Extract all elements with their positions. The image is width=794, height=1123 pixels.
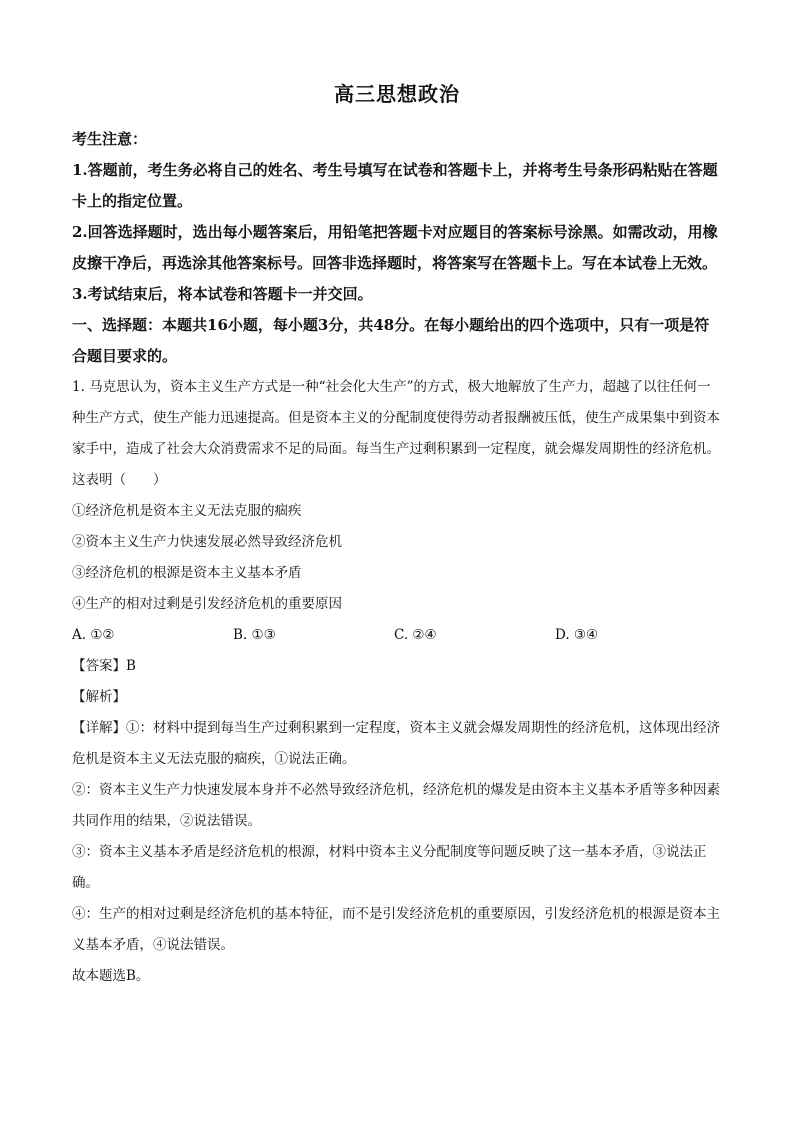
analysis-conclusion: 故本题选B。 (72, 968, 150, 984)
analysis-paragraph-2: ②：资本主义生产力快速发展本身并不必然导致经济危机，经济危机的爆发是由资本主义基本矛盾等多种因素共同作用的结果，②说法错误。 (72, 782, 720, 829)
statement-1: ①经济危机是资本主义无法克服的痼疾 (72, 503, 302, 519)
answer-value: B (126, 658, 136, 674)
option-d: D. ③④ (555, 627, 599, 643)
question-stem: 1. 马克思认为，资本主义生产方式是一种“社会化大生产”的方式，极大地解放了生产力，超越了以往任何一种生产方式，使生产能力迅速提高。但是资本主义的分配制度使得劳动者报酬被压低，使生产成果集中到资本家手中，造成了社会大众消费需求不足的局面。每当生产过剩积累到一定程度，就会爆发周期性的经济危机。这表明（ ） (72, 379, 720, 488)
notice-item-3: 3.考试结束后，将本试卷和答题卡一并交回。 (72, 285, 373, 303)
page-title: 高三思想政治 (334, 82, 460, 106)
analysis-text-1: ①：材料中提到每当生产过剩积累到一定程度，资本主义就会爆发周期性的经济危机，这体现出经济危机是资本主义无法克服的痼疾，①说法正确。 (72, 720, 720, 767)
option-a: A. ①② (72, 627, 115, 643)
statement-2: ②资本主义生产力快速发展必然导致经济危机 (72, 534, 342, 550)
option-b: B. ①③ (233, 627, 276, 643)
analysis-paragraph-4: ④：生产的相对过剩是经济危机的基本特征，而不是引发经济危机的重要原因，引发经济危机的根源是资本主义基本矛盾，④说法错误。 (72, 906, 720, 953)
answer-label: 【答案】 (72, 658, 126, 674)
analysis-paragraph-3: ③：资本主义基本矛盾是经济危机的根源，材料中资本主义分配制度等问题反映了这一基本矛盾，③说法正确。 (72, 844, 707, 891)
notice-heading: 考生注意： (72, 130, 148, 148)
detail-label: 【详解】 (72, 720, 126, 736)
answer-line (72, 651, 720, 682)
option-c: C. ②④ (394, 627, 437, 643)
answer-options (72, 620, 720, 651)
statement-4: ④生产的相对过剩是引发经济危机的重要原因 (72, 596, 342, 612)
section-heading: 一、选择题：本题共16小题，每小题3分，共48分。在每小题给出的四个选项中，只有一项是符合题目要求的。 (72, 316, 710, 365)
page-content (72, 124, 720, 992)
notice-item-2: 2.回答选择题时，选出每小题答案后，用铅笔把答题卡对应题目的答案标号涂黑。如需改动，用橡皮擦干净后，再选涂其他答案标号。回答非选择题时，将答案写在答题卡上。写在本试卷上无效。 (72, 223, 718, 272)
statement-3: ③经济危机的根源是资本主义基本矛盾 (72, 565, 302, 581)
analysis-paragraph-1 (72, 713, 720, 775)
analysis-label: 【解析】 (72, 689, 126, 705)
notice-item-1: 1.答题前，考生务必将自己的姓名、考生号填写在试卷和答题卡上，并将考生号条形码粘贴在答题卡上的指定位置。 (72, 161, 718, 210)
